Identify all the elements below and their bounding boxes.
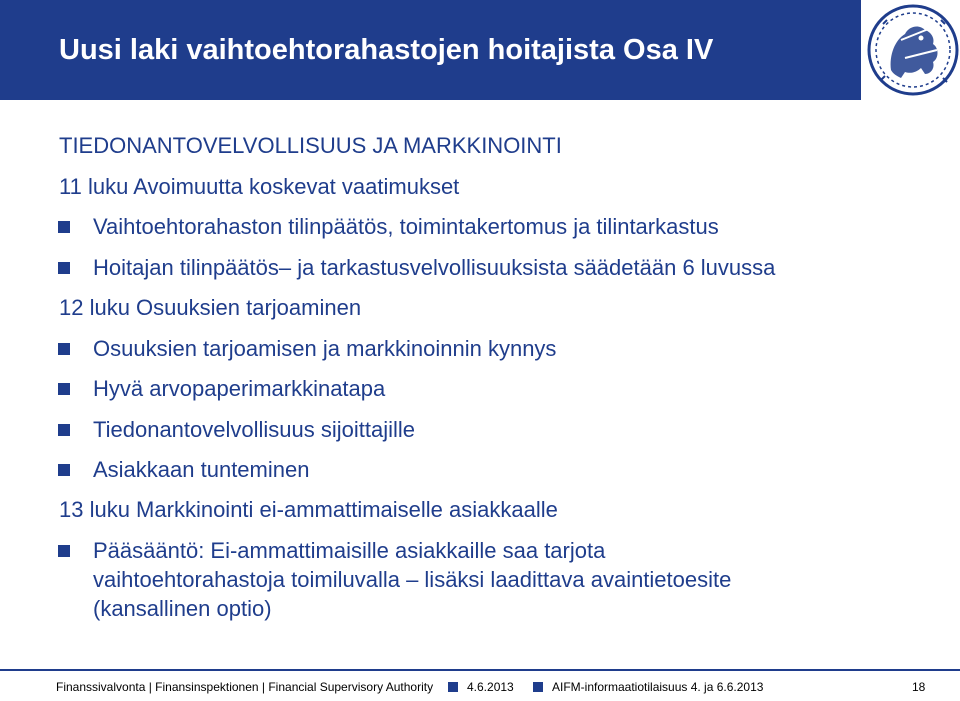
bullet-marker [58, 221, 70, 233]
footer-event: AIFM-informaatiotilaisuus 4. ja 6.6.2013 [552, 680, 764, 694]
bullet-marker [58, 262, 70, 274]
bullet-item: Pääsääntö: Ei-ammattimaisille asiakkaille saa tarjota [93, 538, 606, 563]
section-heading: TIEDONANTOVELVOLLISUUS JA MARKKINOINTI [59, 133, 562, 158]
bullet-item: Asiakkaan tunteminen [93, 457, 310, 482]
bullet-item: Hoitajan tilinpäätös– ja tarkastusvelvollisuuksista säädetään 6 luvussa [93, 255, 776, 280]
bullet-item: Tiedonantovelvollisuus sijoittajille [93, 417, 416, 442]
footer-separator-square [448, 682, 458, 692]
chapter-heading-12: 12 luku Osuuksien tarjoaminen [59, 295, 362, 320]
slide-title: Uusi laki vaihtoehtorahastojen hoitajista Osa IV [59, 34, 714, 66]
bullet-item-continuation: (kansallinen optio) [93, 596, 272, 621]
bullet-marker [58, 464, 70, 476]
slide-footer [0, 669, 960, 701]
footer-organization: Finanssivalvonta | Finansinspektionen | Financial Supervisory Authority [56, 680, 434, 694]
bullet-marker [58, 383, 70, 395]
chapter-heading-13: 13 luku Markkinointi ei-ammattimaiselle asiakkaalle [59, 497, 558, 522]
bullet-marker [58, 545, 70, 557]
bullet-item-continuation: vaihtoehtorahastoja toimiluvalla – lisäksi laadittava avaintietoesite [93, 567, 732, 592]
bullet-marker [58, 424, 70, 436]
footer-date: 4.6.2013 [467, 680, 514, 694]
bullet-item: Hyvä arvopaperimarkkinatapa [93, 376, 386, 401]
page-number: 18 [912, 680, 926, 694]
footer-separator-square [533, 682, 543, 692]
bullet-marker [58, 343, 70, 355]
bullet-item: Osuuksien tarjoamisen ja markkinoinnin kynnys [93, 336, 557, 361]
bullet-item: Vaihtoehtorahaston tilinpäätös, toimintakertomus ja tilintarkastus [93, 214, 719, 239]
chapter-heading-11: 11 luku Avoimuutta koskevat vaatimukset [59, 174, 460, 199]
